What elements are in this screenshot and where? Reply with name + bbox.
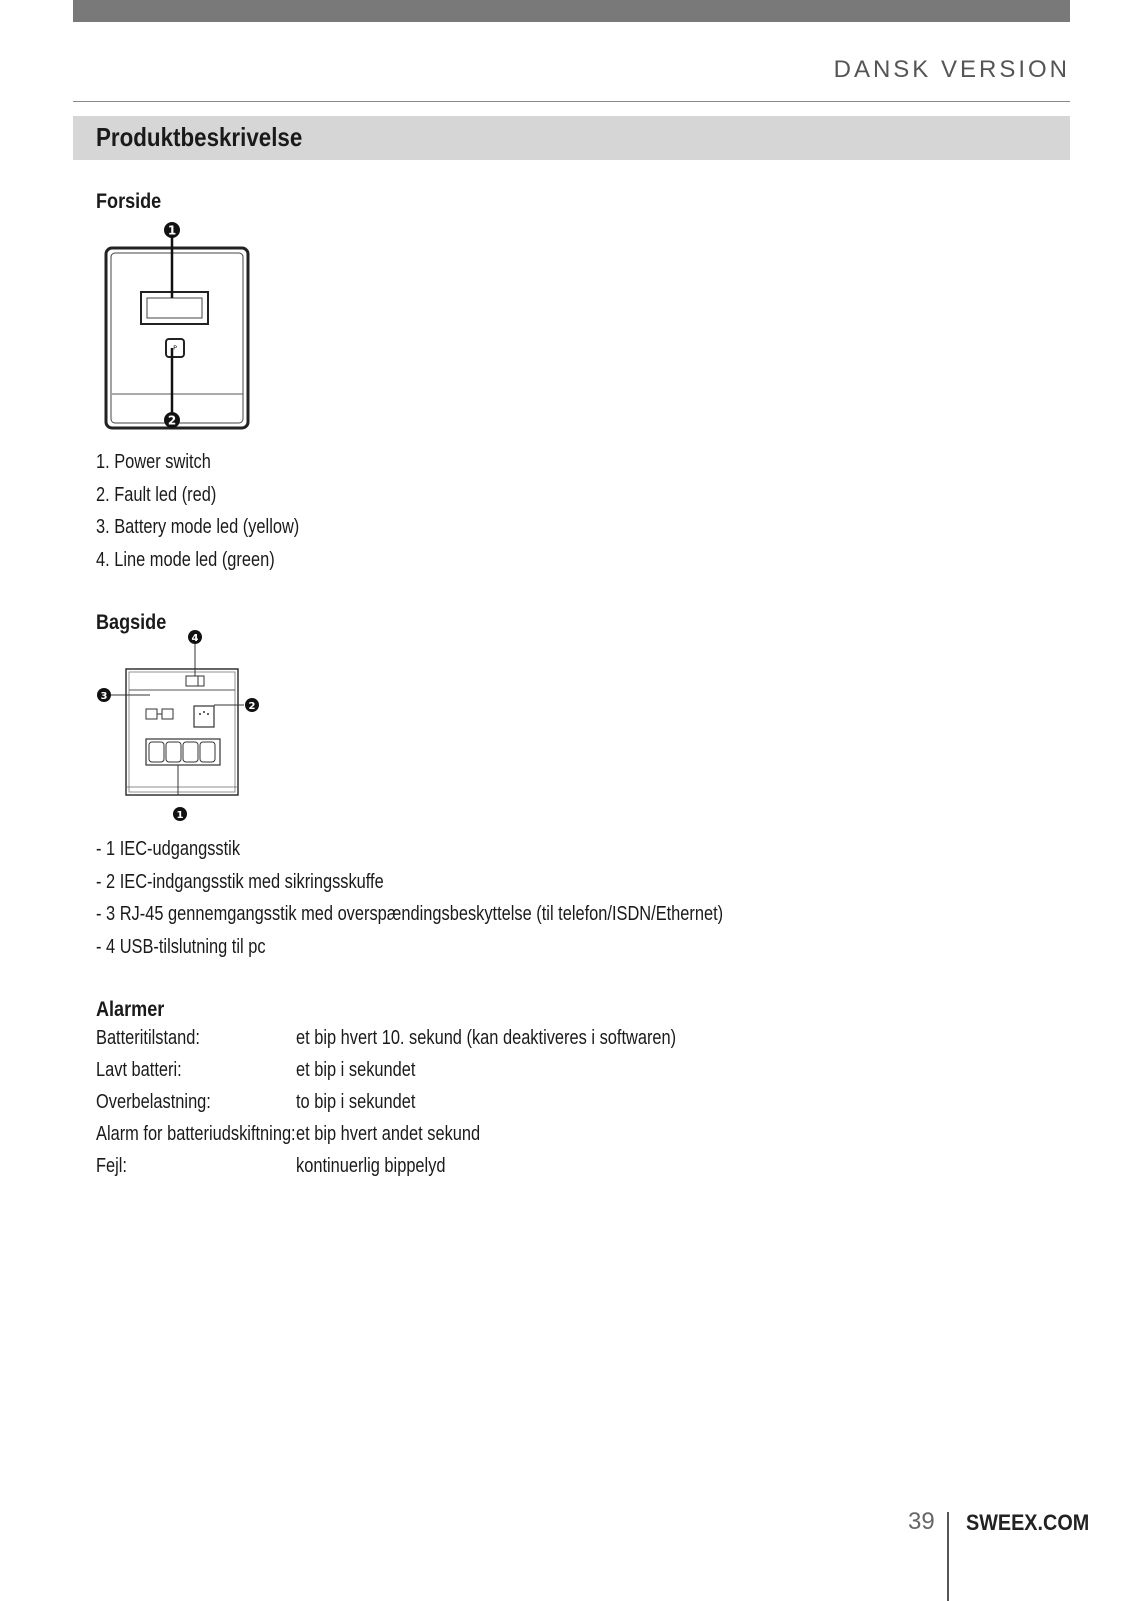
section-header bbox=[73, 116, 1070, 160]
alarm-value: kontinuerlig bippelyd bbox=[296, 1155, 446, 1177]
front-diagram bbox=[100, 222, 260, 436]
svg-text:4: 4 bbox=[191, 633, 199, 644]
alarm-label: Batteritilstand: bbox=[96, 1027, 200, 1049]
alarm-label: Fejl: bbox=[96, 1155, 127, 1177]
list-item: 3. Battery mode led (yellow) bbox=[96, 516, 300, 538]
list-item: - 4 USB-tilslutning til pc bbox=[96, 935, 266, 958]
back-heading: Bagside bbox=[96, 611, 167, 634]
svg-text:ᴾ: ᴾ bbox=[173, 345, 177, 356]
footer-divider bbox=[947, 1512, 949, 1601]
list-item: 2. Fault led (red) bbox=[96, 483, 217, 506]
callout-marker bbox=[164, 412, 180, 428]
list-item: - 3 RJ-45 gennemgangsstik med overspændingsbeskyttelse (til telefon/ISDN/Ethernet) bbox=[96, 903, 724, 925]
alarm-value: to bip i sekundet bbox=[296, 1091, 416, 1113]
svg-text:2: 2 bbox=[248, 701, 256, 712]
svg-text:3: 3 bbox=[100, 691, 108, 702]
list-item: 1. Power switch bbox=[96, 451, 211, 473]
back-items-list bbox=[96, 833, 861, 963]
svg-text:2: 2 bbox=[167, 413, 177, 428]
callout-marker bbox=[173, 807, 187, 821]
back-diagram bbox=[94, 633, 274, 821]
page-number: 39 bbox=[908, 1508, 935, 1535]
callout-marker bbox=[245, 698, 259, 712]
alarm-value: et bip i sekundet bbox=[296, 1059, 416, 1081]
alarm-label: Alarm for batteriudskiftning: bbox=[96, 1123, 296, 1145]
svg-text:1: 1 bbox=[167, 223, 177, 238]
alarms-heading: Alarmer bbox=[96, 998, 165, 1021]
language-version: DANSK VERSION bbox=[833, 56, 1070, 83]
list-item: - 2 IEC-indgangsstik med sikringsskuffe bbox=[96, 870, 384, 893]
callout-marker bbox=[164, 222, 180, 238]
list-item: 4. Line mode led (green) bbox=[96, 548, 275, 571]
top-bar bbox=[73, 0, 1070, 22]
brand-url: SWEEX.COM bbox=[966, 1510, 1090, 1535]
alarm-label: Lavt batteri: bbox=[96, 1059, 182, 1081]
svg-text:1: 1 bbox=[176, 810, 184, 821]
alarm-value: et bip hvert andet sekund bbox=[296, 1123, 481, 1145]
header-rule bbox=[73, 101, 1070, 102]
front-items-list bbox=[96, 446, 344, 576]
alarm-value: et bip hvert 10. sekund (kan deaktiveres i softwaren) bbox=[296, 1027, 677, 1049]
section-title: Produktbeskrivelse bbox=[96, 122, 303, 152]
callout-marker bbox=[188, 630, 202, 644]
alarm-label: Overbelastning: bbox=[96, 1091, 211, 1113]
list-item: - 1 IEC-udgangsstik bbox=[96, 838, 241, 860]
callout-marker bbox=[97, 688, 111, 702]
front-heading: Forside bbox=[96, 190, 162, 213]
